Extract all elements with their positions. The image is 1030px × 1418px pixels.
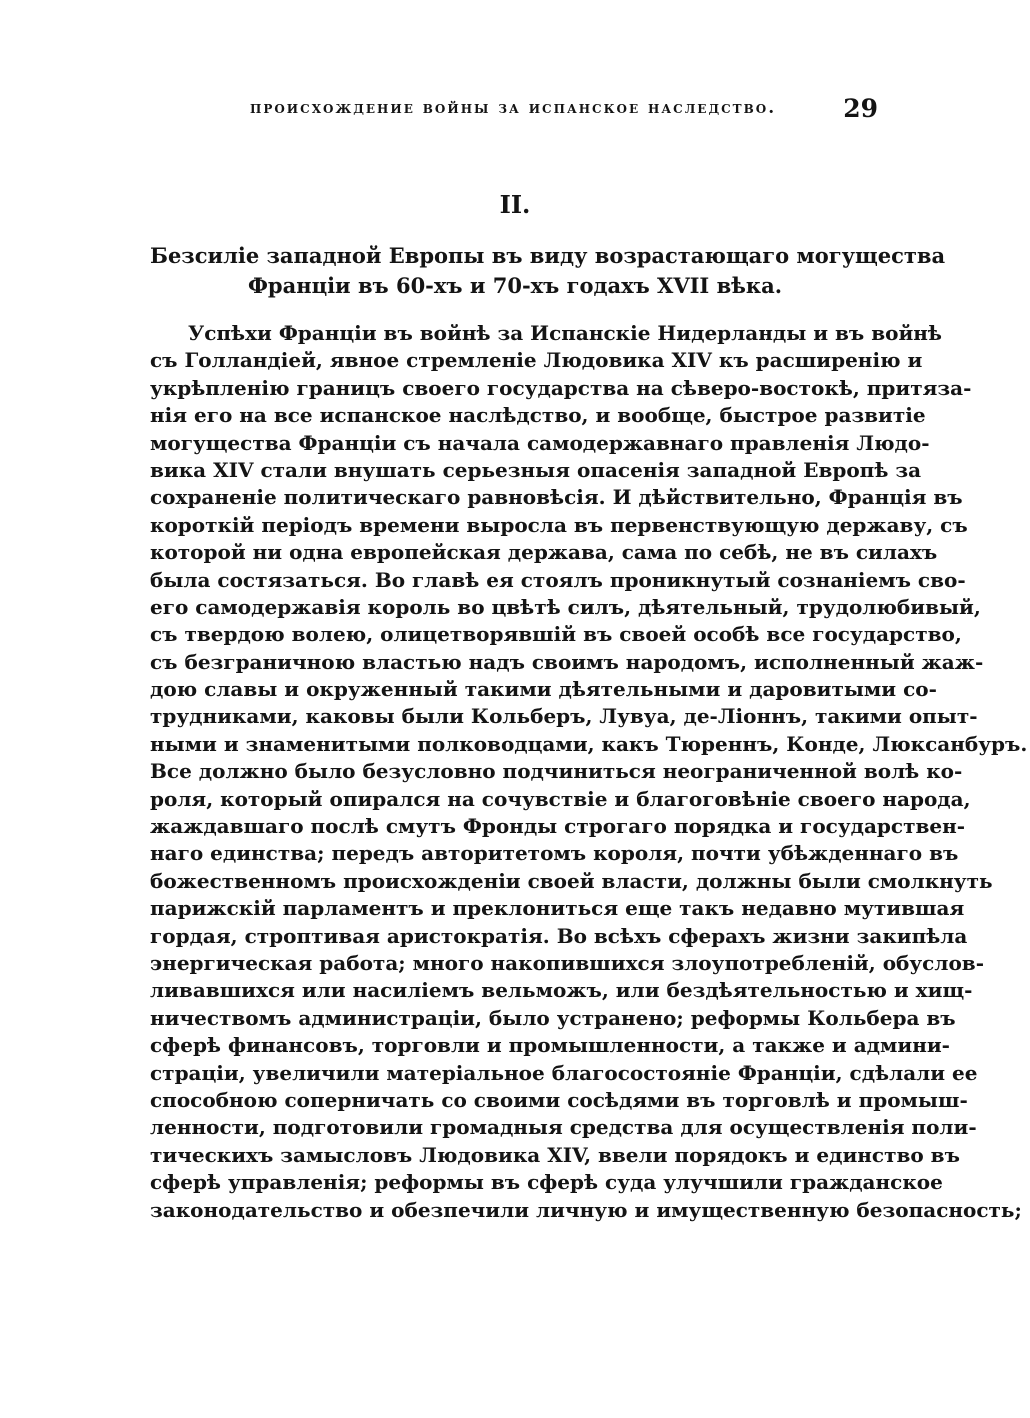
body-line: нія его на все испанское наслѣдство, и вообще, быстрое развитіе [150,403,926,428]
body-line: законодательство и обезпечили личную и имущественную безопасность; [150,1197,1022,1222]
section-heading-line: Франціи въ 60-хъ и 70-хъ годахъ XVII вѣка. [247,273,783,298]
body-line: тическихъ замысловъ Людовика XIV, ввели порядокъ и единство въ [150,1142,960,1167]
body-line: съ Голландіей, явное стремленіе Людовика XIV къ расширенію и [150,348,923,373]
body-line: страціи, увеличили матеріальное благосостояніе Франціи, сдѣлали ее [150,1060,978,1085]
body-line: короткій періодъ времени выросла въ первенствующую державу, съ [150,512,968,537]
section-heading-line: Безсиліе западной Европы въ виду возрастающаго могущества [150,243,946,268]
body-line: дою славы и окруженный такими дѣятельными и даровитыми со- [150,677,937,702]
body-line: жаждавшаго послѣ смутъ Фронды строгаго порядка и государствен- [150,814,966,839]
body-line: которой ни одна европейская держава, сама по себѣ, не въ силахъ [150,540,938,565]
body-line: была состязаться. Во главѣ ея стоялъ проникнутый сознаніемъ сво- [150,567,966,592]
body-line: сферѣ финансовъ, торговли и промышленности, а также и админи- [150,1033,950,1058]
page-header [150,94,880,128]
body-line: сохраненіе политическаго равновѣсія. И дѣйствительно, Франція въ [150,485,963,510]
page-number: 29 [843,94,878,123]
body-line: ными и знаменитыми полководцами, какъ Тюреннъ, Конде, Люксанбуръ. [150,731,1028,756]
body-line: гордая, строптивая аристократія. Во всѣхъ сферахъ жизни закипѣла [150,923,968,948]
body-line: парижскій парламентъ и преклониться еще такъ недавно мутившая [150,896,965,921]
section-number: II. [499,190,531,219]
running-title: происхождение войны за испанское наследство. [250,98,777,118]
body-line: могущества Франціи съ начала самодержавнаго правленія Людо- [150,430,930,455]
body-line: способною соперничать со своими сосѣдями въ торговлѣ и промыш- [150,1087,968,1112]
body-line: божественномъ происхожденіи своей власти, должны были смолкнуть [150,868,993,893]
body-line: его самодержавія король во цвѣтѣ силъ, дѣятельный, трудолюбивый, [150,594,981,619]
body-text [150,320,1028,1224]
body-line: съ безграничною властью надъ своимъ народомъ, исполненный жаж- [150,649,984,674]
body-line: наго единства; передъ авторитетомъ короля, почти убѣжденнаго въ [150,841,959,866]
body-line: роля, который опирался на сочувствіе и благоговѣніе своего народа, [150,786,971,811]
body-line: трудниками, каковы были Кольберъ, Лувуа, де-Ліоннъ, такими опыт- [150,704,978,729]
body-line: сферѣ управленія; реформы въ сферѣ суда улучшили гражданское [150,1170,943,1195]
body-line: Все должно было безусловно подчиниться неограниченной волѣ ко- [150,759,963,784]
body-line: энергическая работа; много накопившихся злоупотребленій, обуслов- [150,950,984,975]
body-line: съ твердою волею, олицетворявшій въ своей особѣ все государство, [150,622,962,647]
section-heading [150,241,946,301]
body-line: ничествомъ администраціи, было устранено; реформы Кольбера въ [150,1005,956,1030]
body-line: укрѣпленію границъ своего государства на сѣверо-востокѣ, притяза- [150,375,972,400]
body-line: Успѣхи Франціи въ войнѣ за Испанскіе Нидерланды и въ войнѣ [188,321,942,345]
body-line: вика XIV стали внушать серьезныя опасенія западной Европѣ за [150,457,922,482]
body-line: ленности, подготовили громадныя средства для осуществленія поли- [150,1115,977,1140]
body-line: ливавшихся или насиліемъ вельможъ, или бездѣятельностью и хищ- [150,978,973,1003]
